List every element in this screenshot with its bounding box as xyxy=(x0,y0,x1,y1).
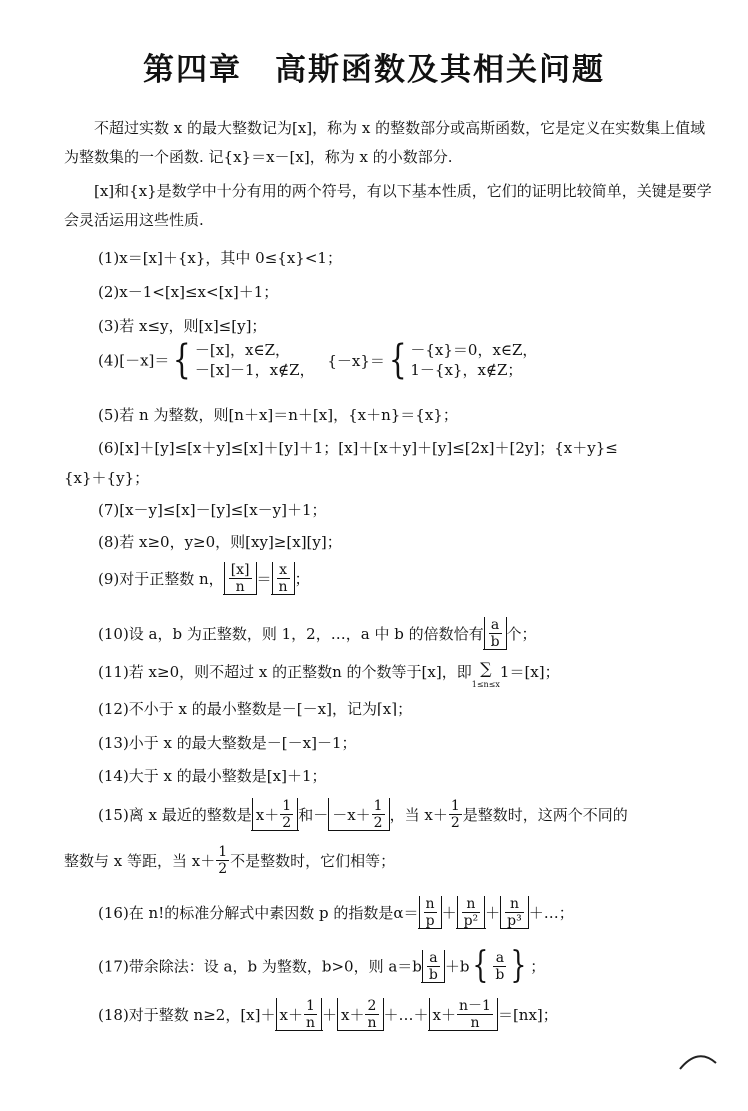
property-5: (5)若 n 为整数，则[n＋x]＝n＋[x]，{x＋n}＝{x}； xyxy=(98,406,458,424)
property-11: (11)若 x≥0，则不超过 x 的正整数n 的个数等于[x]，即 ∑ 1≤n≤x 1＝[x]； xyxy=(98,659,560,689)
property-17: (17)带余除法：设 a，b 为整数，b>0，则 a＝b $\frac{a}{b}$ ＋b{ $\frac{a}{b}$ } ； xyxy=(98,945,546,986)
property-9: (9)对于正整数 n， $\frac{[x]}{n}$ ＝ $\frac{x}{n}$ ； xyxy=(98,562,310,595)
intro-paragraph-2: [x]和{x}是数学中十分有用的两个符号，有以下基本性质，它们的证明比较简单，关键是要学会灵活运用这些性质. xyxy=(64,182,712,229)
property-7: (7)[x－y]≤[x]－[y]≤[x－y]＋1； xyxy=(98,501,327,519)
property-6: (6)[x]＋[y]≤[x＋y]≤[x]＋[y]＋1；[x]＋[x＋y]＋[y]≤[2x]＋[2y]；{x＋y}≤ xyxy=(98,439,618,457)
page-curl-icon xyxy=(678,1051,718,1071)
property-13: (13)小于 x 的最大整数是－[－x]－1； xyxy=(98,734,357,752)
property-15: (15)离 x 最近的整数是 x＋ $\frac{1}{2}$ 和－ －x＋ $\frac{1}{2}$ ，当 x＋ $\frac{1}{2}$ 是整数时，这两个不同的 xyxy=(98,798,628,831)
property-8: (8)若 x≥0，y≥0，则[xy]≥[x][y]； xyxy=(98,533,342,551)
brace-left: { xyxy=(173,337,192,383)
property-10: (10)设 a，b 为正整数，则 1，2，…，a 中 b 的倍数恰有 $\frac{a}{b}$ 个； xyxy=(98,617,537,650)
property-15-continued: 整数与 x 等距，当 x＋ $\frac{1}{2}$ 不是整数时，它们相等； xyxy=(64,844,396,877)
chapter-title: 第四章 高斯函数及其相关问题 xyxy=(143,52,605,88)
property-16: (16)在 n!的标准分解式中素因数 p 的指数是α＝ $\frac{n}{p}$ ＋ $\frac{n}{\text{p²}}$ ＋ $\frac{n}{\text{p³}}$ ＋…； xyxy=(98,896,574,929)
property-3: (3)若 x≤y，则[x]≤[y]； xyxy=(98,317,267,335)
intro-paragraph-1: 不超过实数 x 的最大整数记为[x]，称为 x 的整数部分或高斯函数，它是定义在实数集上值域为整数集的一个函数. 记{x}＝x－[x]，称为 x 的小数部分. xyxy=(64,119,706,166)
property-4: (4)[－x]＝{ －[x]，x∈Z， －[x]－1，x∉Z， {－x}＝{ －{x}＝0，x∈Z， 1－{x}，x∉Z； xyxy=(98,337,538,383)
property-12: (12)不小于 x 的最小整数是－[－x]，记为⌈x⌉； xyxy=(98,700,413,718)
property-2: (2)x－1<[x]≤x<[x]＋1； xyxy=(98,283,279,301)
property-14: (14)大于 x 的最小整数是[x]＋1； xyxy=(98,767,327,785)
property-18: (18)对于整数 n≥2，[x]＋ x＋ $\frac{1}{n}$ ＋ x＋ $\frac{2}{n}$ ＋…＋ x＋ $\frac{n-1}{n}$ ＝[nx]； xyxy=(98,998,558,1031)
property-1: (1)x＝[x]＋{x}，其中 0≤{x}<1； xyxy=(98,249,342,267)
property-6-continued: {x}＋{y}； xyxy=(64,469,150,487)
